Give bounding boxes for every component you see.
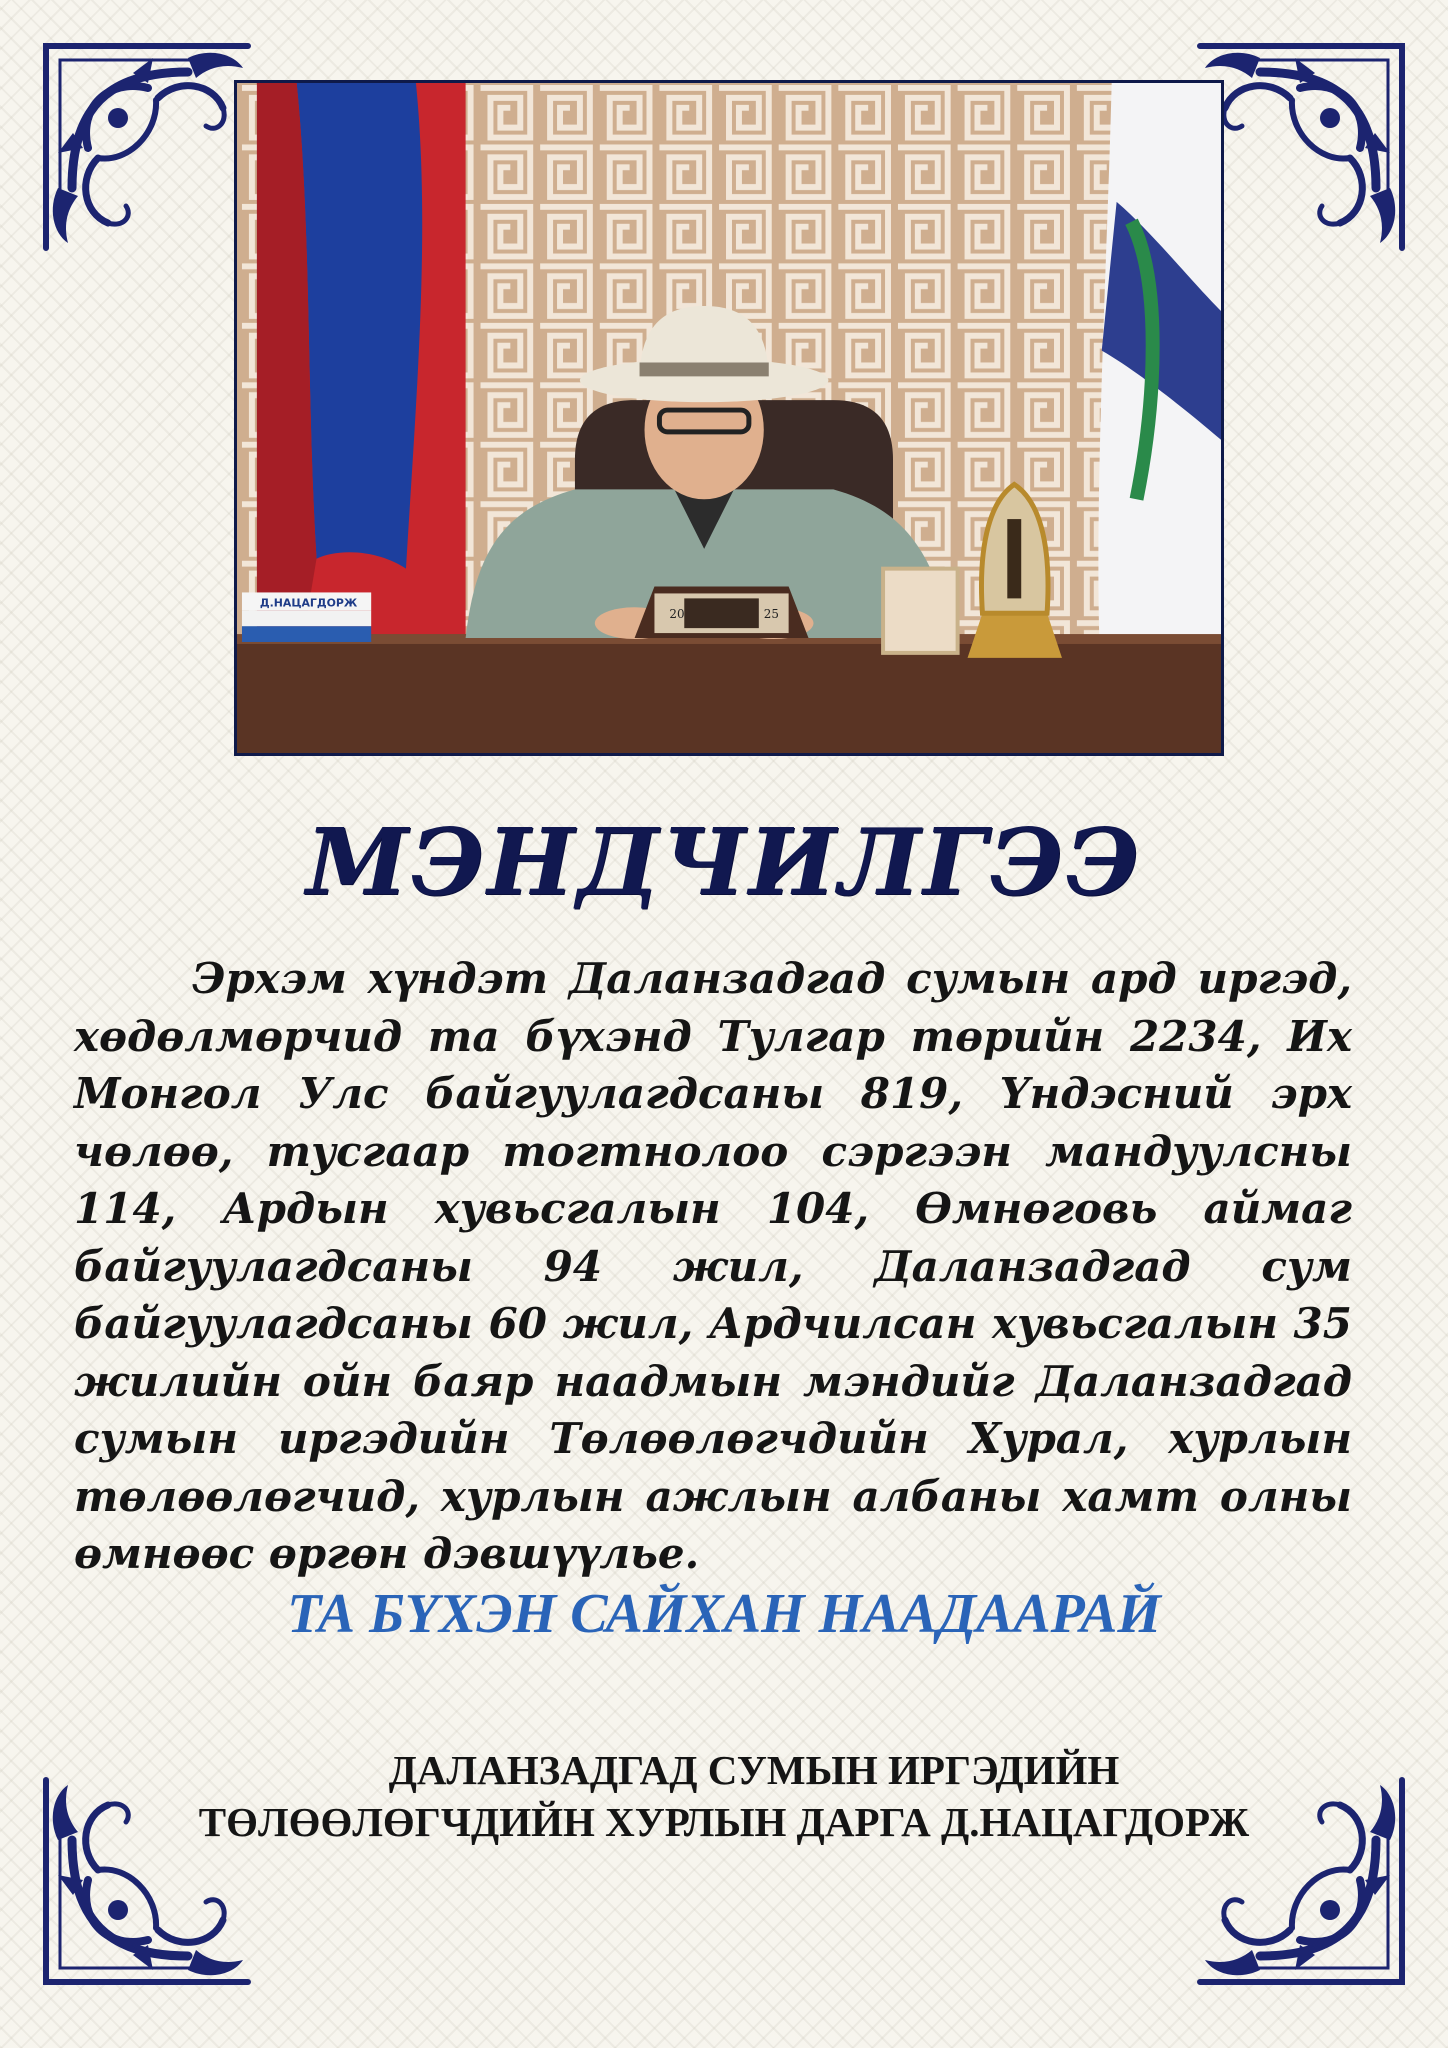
books bbox=[242, 592, 371, 642]
book-label: Д.НАЦАГДОРЖ bbox=[259, 596, 358, 610]
festival-wish: ТА БҮХЭН САЙХАН НААДААРАЙ bbox=[287, 1583, 1161, 1645]
desk-calendar bbox=[635, 586, 809, 638]
ornamental-box bbox=[883, 569, 958, 653]
signature-line-1: ДАЛАНЗАДГАД СУМЫН ИРГЭДИЙН bbox=[388, 1747, 1120, 1793]
mongolian-flag bbox=[257, 83, 466, 678]
corner-ornament-top-left bbox=[38, 38, 258, 258]
signature-line-2: ТӨЛӨӨЛӨГЧДИЙН ХУРЛЫН ДАРГА Д.НАЦАГДОРЖ bbox=[198, 1799, 1250, 1845]
party-flag bbox=[1098, 83, 1221, 697]
calendar-year-right: 25 bbox=[763, 607, 779, 622]
portrait-photo bbox=[234, 80, 1224, 756]
greeting-body: Эрхэм хүндэт Даланзадгад сумын ард иргэд, хөдөлмөрчид та бүхэнд Тулгар төрийн 2234, Их Монгол Улс байгуулагдсаны 819, Үндэсний эрх чөлөө, тусгаар тогтнолоо сэргээн мандуулсны 114, Ардын хувьсгалын 104, Өмнөговь аймаг байгуулагдсаны 94 жил, Даланзадгад сум байгуулагдсаны 60 жил, Ардчилсан хувьсгалын 35 жилийн ойн баяр наадмын мэндийг Даланзадгад сумын иргэдийн Төлөөлөгчдийн Хурал, хурлын төлөөлөгчид, хурлын ажлын албаны хамт олны өмнөөс өргөн дэвшүүлье. bbox=[74, 954, 1352, 1578]
calendar-year-left: 20 bbox=[669, 607, 685, 622]
desk bbox=[237, 638, 1221, 753]
page-title: МЭНДЧИЛГЭЭ bbox=[306, 808, 1142, 916]
